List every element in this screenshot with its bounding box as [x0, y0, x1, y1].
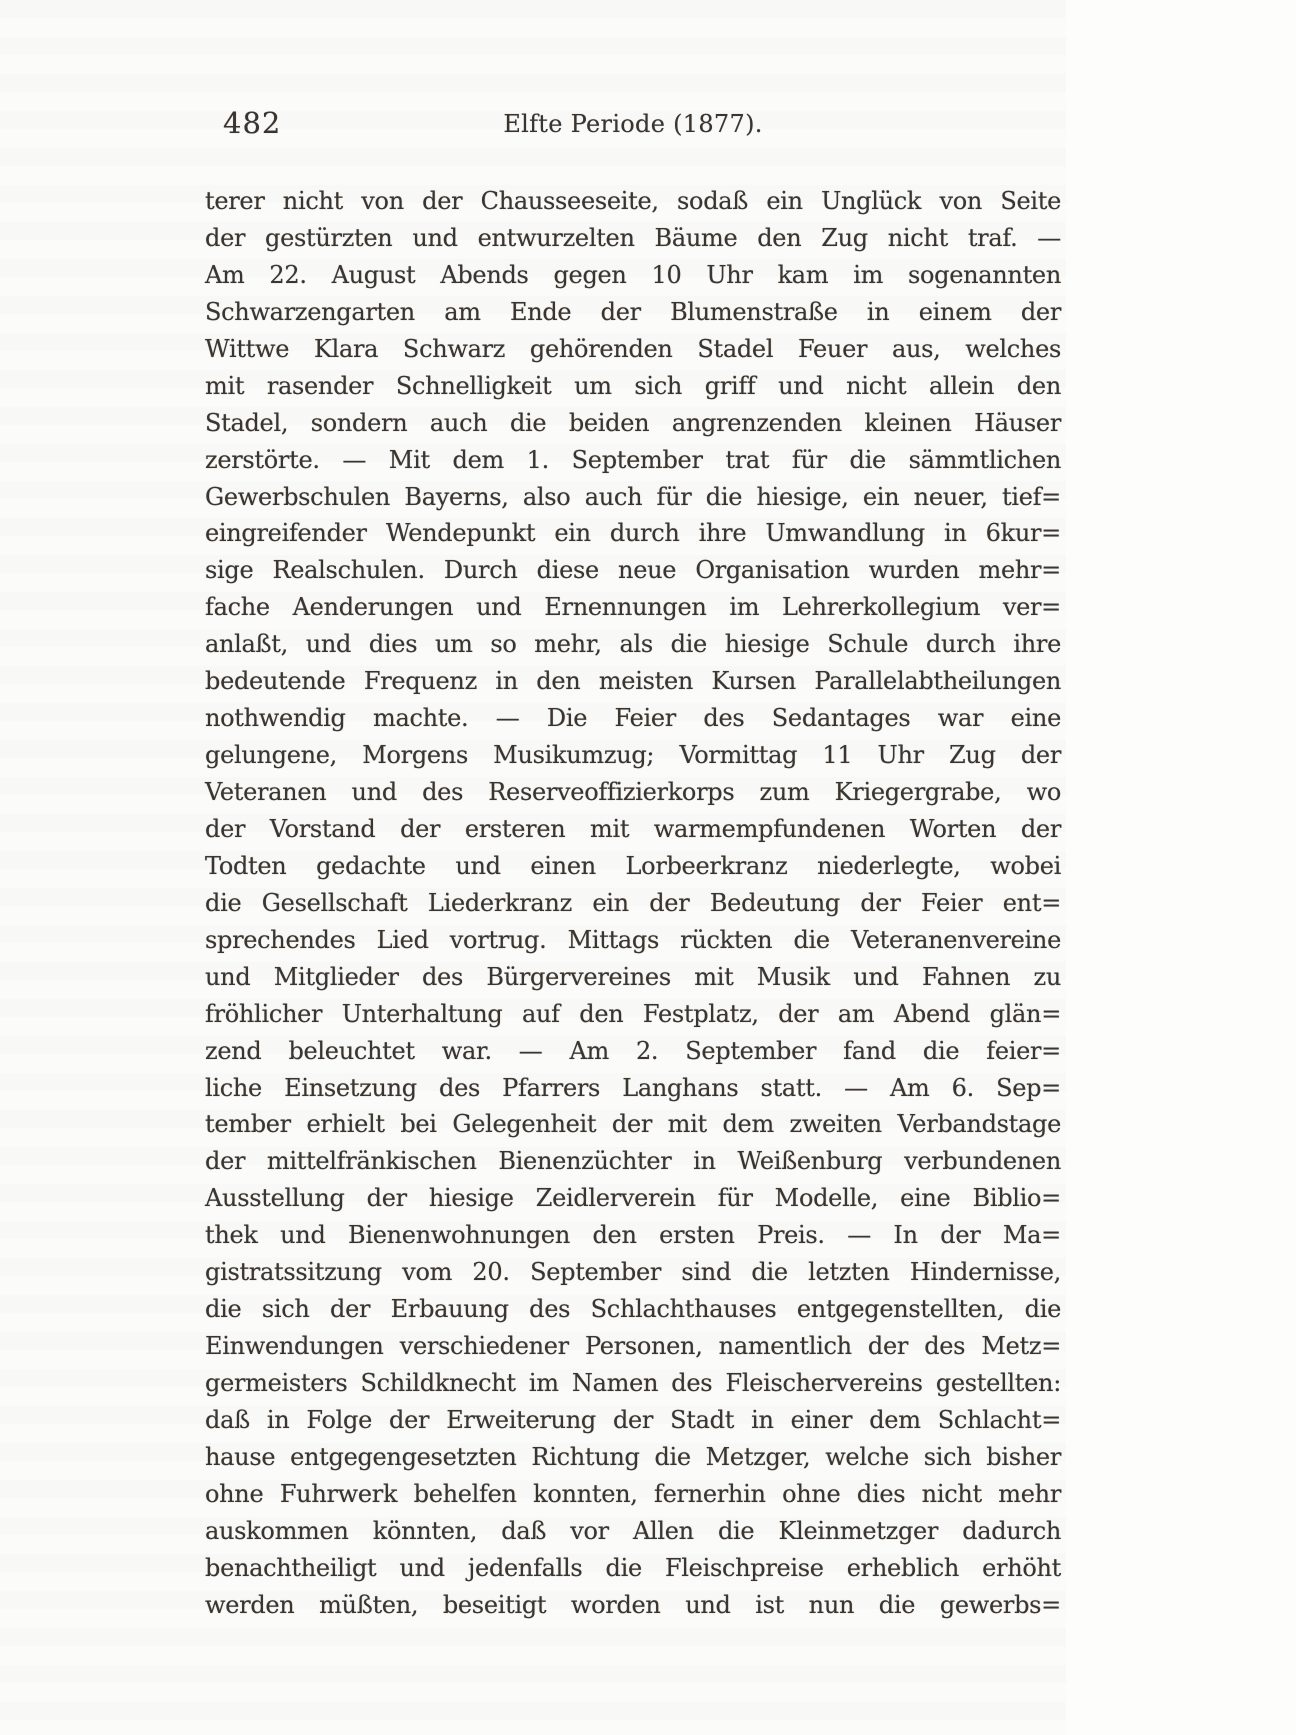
text-line: der gestürzten und entwurzelten Bäume den Zug nicht traf. — [205, 223, 1061, 252]
text-line: thek und Bienenwohnungen den ersten Preis. — In der Ma= [205, 1221, 1061, 1250]
text-line: benachtheiligt und jedenfalls die Fleischpreise erheblich erhöht [205, 1553, 1061, 1582]
text-line: sige Realschulen. Durch diese neue Organisation wurden mehr= [205, 556, 1061, 585]
text-line: auskommen könnten, daß vor Allen die Kleinmetzger dadurch [205, 1516, 1061, 1545]
page-header [205, 106, 1061, 148]
text-line: Gewerbschulen Bayerns, also auch für die hiesige, ein neuer, tief= [205, 482, 1061, 511]
text-line: fröhlicher Unterhaltung auf den Festplatz, der am Abend glän= [205, 999, 1061, 1028]
text-line: und Mitglieder des Bürgervereines mit Musik und Fahnen zu [205, 962, 1061, 991]
text-line: terer nicht von der Chausseeseite, sodaß ein Unglück von Seite [205, 187, 1061, 215]
text-line: Schwarzengarten am Ende der Blumenstraße in einem der [205, 297, 1061, 326]
text-line: Veteranen und des Reserveoffizierkorps zum Kriegergrabe, wo [205, 778, 1061, 806]
text-line: Einwendungen verschiedener Personen, namentlich der des Metz= [205, 1332, 1061, 1361]
text-line: der mittelfränkischen Bienenzüchter in Weißenburg verbundenen [205, 1147, 1061, 1176]
text-line: fache Aenderungen und Ernennungen im Lehrerkollegium ver= [205, 593, 1061, 622]
text-line: gistratssitzung vom 20. September sind die letzten Hindernisse, [205, 1258, 1061, 1287]
text-line: ohne Fuhrwerk behelfen konnten, fernerhin ohne dies nicht mehr [205, 1479, 1061, 1508]
text-line: zerstörte. — Mit dem 1. September trat für die sämmtlichen [205, 445, 1061, 474]
text-line: die Gesellschaft Liederkranz ein der Bedeutung der Feier ent= [205, 888, 1061, 917]
text-line: Am 22. August Abends gegen 10 Uhr kam im sogenannten [205, 260, 1061, 289]
text-line: mit rasender Schnelligkeit um sich griff und nicht allein den [205, 371, 1061, 400]
text-line: eingreifender Wendepunkt ein durch ihre Umwandlung in 6kur= [205, 519, 1061, 548]
text-line: bedeutende Frequenz in den meisten Kursen Parallelabtheilungen [205, 667, 1061, 696]
text-line: Todten gedachte und einen Lorbeerkranz niederlegte, wobei [205, 851, 1061, 880]
text-line: tember erhielt bei Gelegenheit der mit dem zweiten Verbandstage [205, 1110, 1061, 1139]
text-line: daß in Folge der Erweiterung der Stadt in einer dem Schlacht= [205, 1405, 1061, 1434]
text-line: hause entgegengesetzten Richtung die Metzger, welche sich bisher [205, 1442, 1061, 1471]
text-line: Wittwe Klara Schwarz gehörenden Stadel Feuer aus, welches [205, 334, 1061, 363]
page-number: 482 [223, 106, 282, 140]
text-line: germeisters Schildknecht im Namen des Fleischervereins gestellten: [205, 1369, 1061, 1397]
text-line: der Vorstand der ersteren mit warmempfundenen Worten der [205, 814, 1061, 843]
text-line: nothwendig machte. — Die Feier des Sedantages war eine [205, 704, 1061, 733]
text-line: zend beleuchtet war. — Am 2. September fand die feier= [205, 1036, 1061, 1065]
text-line: gelungene, Morgens Musikumzug; Vormittag 11 Uhr Zug der [205, 741, 1061, 770]
running-header: Elfte Periode (1877). [503, 110, 763, 138]
text-line: sprechendes Lied vortrug. Mittags rückten die Veteranenvereine [205, 925, 1061, 954]
text-line: anlaßt, und dies um so mehr, als die hiesige Schule durch ihre [205, 630, 1061, 659]
text-line: werden müßten, beseitigt worden und ist nun die gewerbs= [205, 1590, 1061, 1619]
text-line: die sich der Erbauung des Schlachthauses entgegenstellten, die [205, 1295, 1061, 1324]
text-line: liche Einsetzung des Pfarrers Langhans statt. — Am 6. Sep= [205, 1073, 1061, 1102]
text-line: Ausstellung der hiesige Zeidlerverein für Modelle, eine Biblio= [205, 1184, 1061, 1213]
text-line: Stadel, sondern auch die beiden angrenzenden kleinen Häuser [205, 408, 1061, 437]
body-text [205, 183, 1061, 1624]
